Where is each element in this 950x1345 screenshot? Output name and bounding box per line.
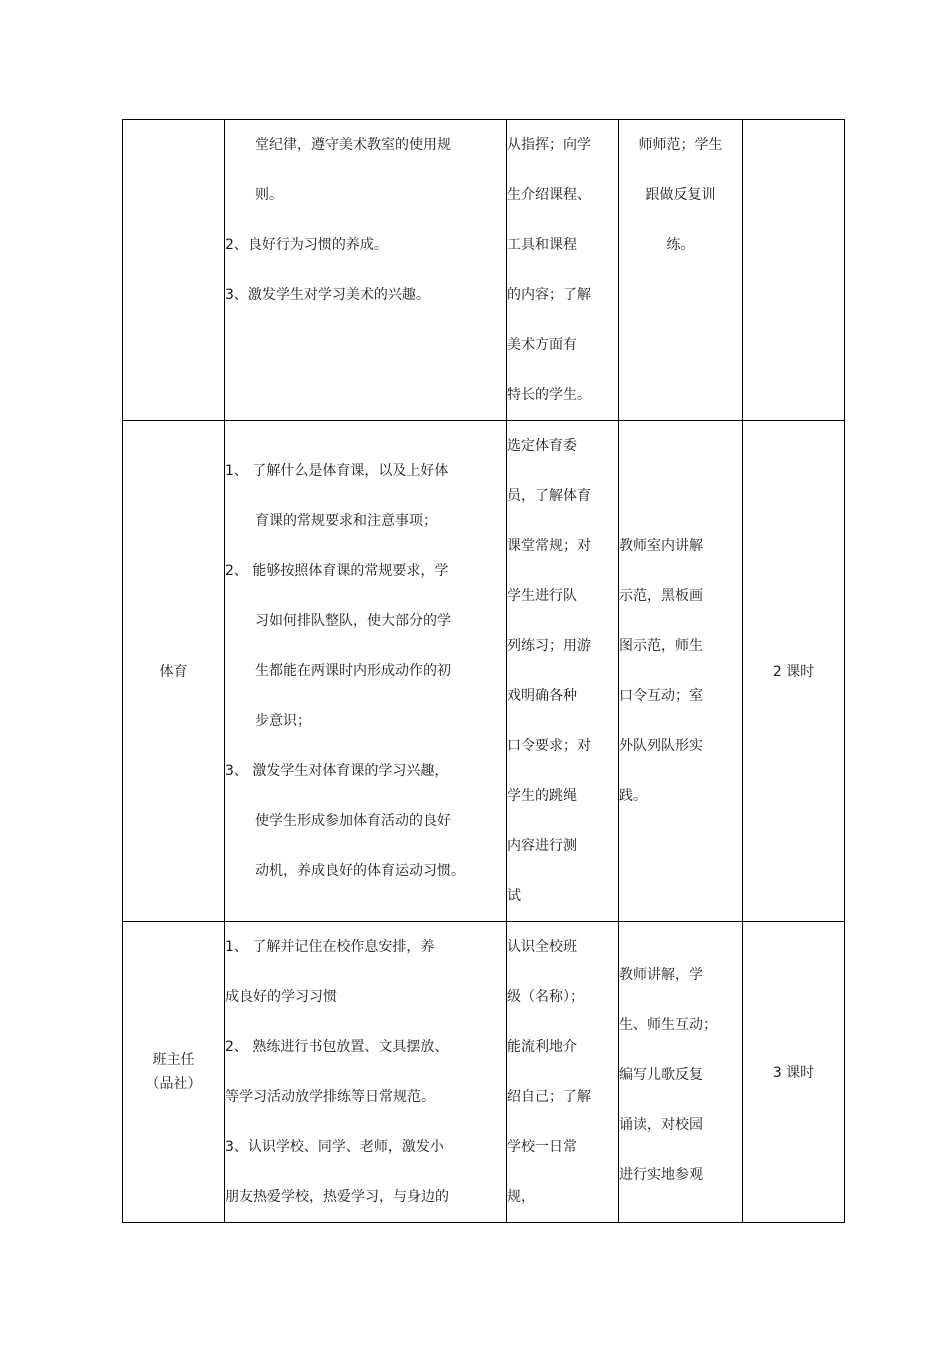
hours-cell [743, 120, 845, 421]
activity-line: 工具和课程 [507, 237, 577, 253]
activity-line: 学生的跳绳 [507, 788, 577, 804]
goals-cell [225, 421, 507, 922]
activities-cell [507, 421, 619, 922]
activity-line: 生介绍课程、 [507, 187, 591, 203]
subject-label: 班主任 [152, 1052, 195, 1068]
subject-cell [123, 922, 225, 1223]
activity-line: 特长的学生。 [507, 387, 591, 403]
method-line: 践。 [619, 788, 647, 804]
methods-cell [619, 922, 743, 1223]
method-line: 诵读，对校园 [619, 1117, 703, 1133]
lesson-plan-table [122, 119, 845, 1223]
goal-line: 则。 [255, 187, 283, 203]
subject-label: 体育 [159, 664, 188, 680]
goal-line: 2、 能够按照体育课的常规要求，学 [225, 563, 449, 579]
table-row [123, 120, 845, 421]
method-line: 教师讲解，学 [619, 967, 703, 983]
activity-line: 员，了解体育 [507, 488, 591, 504]
goal-line: 3、认识学校、同学、老师，激发小 [225, 1139, 444, 1155]
activity-line: 级（名称）； [507, 989, 584, 1005]
activity-line: 口令要求；对 [507, 738, 591, 754]
method-line: 编写儿歌反复 [619, 1067, 703, 1083]
subject-cell [123, 421, 225, 922]
activity-line: 规， [507, 1189, 535, 1205]
subject-cell [123, 120, 225, 421]
activity-line: 美术方面有 [507, 337, 577, 353]
goal-line: 3、 激发学生对体育课的学习兴趣， [225, 763, 449, 779]
goal-line: 堂纪律，遵守美术教室的使用规 [255, 137, 451, 153]
activity-line: 能流利地介 [507, 1039, 577, 1055]
goal-line: 成良好的学习习惯 [225, 989, 337, 1005]
activity-line: 绍自己；了解 [507, 1089, 591, 1105]
method-line: 生、师生互动； [619, 1017, 717, 1033]
method-line: 师师范；学生 [638, 137, 723, 153]
goal-line: 2、 熟练进行书包放置、文具摆放、 [225, 1039, 449, 1055]
activity-line: 内容进行测 [507, 838, 577, 854]
goal-line: 2、良好行为习惯的养成。 [225, 237, 388, 253]
table-row [123, 922, 845, 1223]
goal-line: 等学习活动放学排练等日常规范。 [225, 1089, 435, 1105]
goal-line: 习如何排队整队，使大部分的学 [255, 613, 451, 629]
methods-cell [619, 120, 743, 421]
goal-line: 1、 了解什么是体育课，以及上好体 [225, 463, 449, 479]
goals-cell [225, 922, 507, 1223]
goal-line: 3、激发学生对学习美术的兴趣。 [225, 287, 430, 303]
method-line: 示范，黑板画 [619, 588, 703, 604]
method-line: 教师室内讲解 [619, 538, 703, 554]
goal-line: 1、 了解并记住在校作息安排，养 [225, 939, 435, 955]
goal-line: 使学生形成参加体育活动的良好 [255, 813, 451, 829]
goal-line: 朋友热爱学校，热爱学习，与身边的 [225, 1189, 449, 1205]
activity-line: 认识全校班 [507, 939, 577, 955]
hours-cell: 3 课时 [743, 922, 845, 1223]
activity-line: 戏明确各种 [507, 688, 577, 704]
methods-cell [619, 421, 743, 922]
goal-line: 动机，养成良好的体育运动习惯。 [255, 863, 465, 879]
method-line: 外队列队形实 [619, 738, 703, 754]
method-line: 图示范，师生 [619, 638, 703, 654]
method-line: 口令互动；室 [619, 688, 703, 704]
activity-line: 学校一日常 [507, 1139, 577, 1155]
goals-cell [225, 120, 507, 421]
goal-line: 育课的常规要求和注意事项； [255, 513, 437, 529]
activity-line: 课堂常规；对 [507, 538, 591, 554]
method-line: 练。 [666, 237, 695, 253]
method-line: 进行实地参观 [619, 1167, 703, 1183]
activities-cell [507, 922, 619, 1223]
goal-line: 步意识； [255, 713, 311, 729]
hours-cell: 2 课时 [743, 421, 845, 922]
activity-line: 列练习；用游 [507, 638, 591, 654]
activities-cell [507, 120, 619, 421]
method-line: 跟做反复训 [645, 187, 716, 203]
activity-line: 学生进行队 [507, 588, 577, 604]
activity-line: 从指挥；向学 [507, 137, 591, 153]
goal-line: 生都能在两课时内形成动作的初 [255, 663, 451, 679]
subject-sublabel: （品社） [145, 1076, 202, 1092]
activity-line: 选定体育委 [507, 438, 577, 454]
activity-line: 试 [507, 888, 521, 904]
table-row [123, 421, 845, 922]
activity-line: 的内容；了解 [507, 287, 591, 303]
